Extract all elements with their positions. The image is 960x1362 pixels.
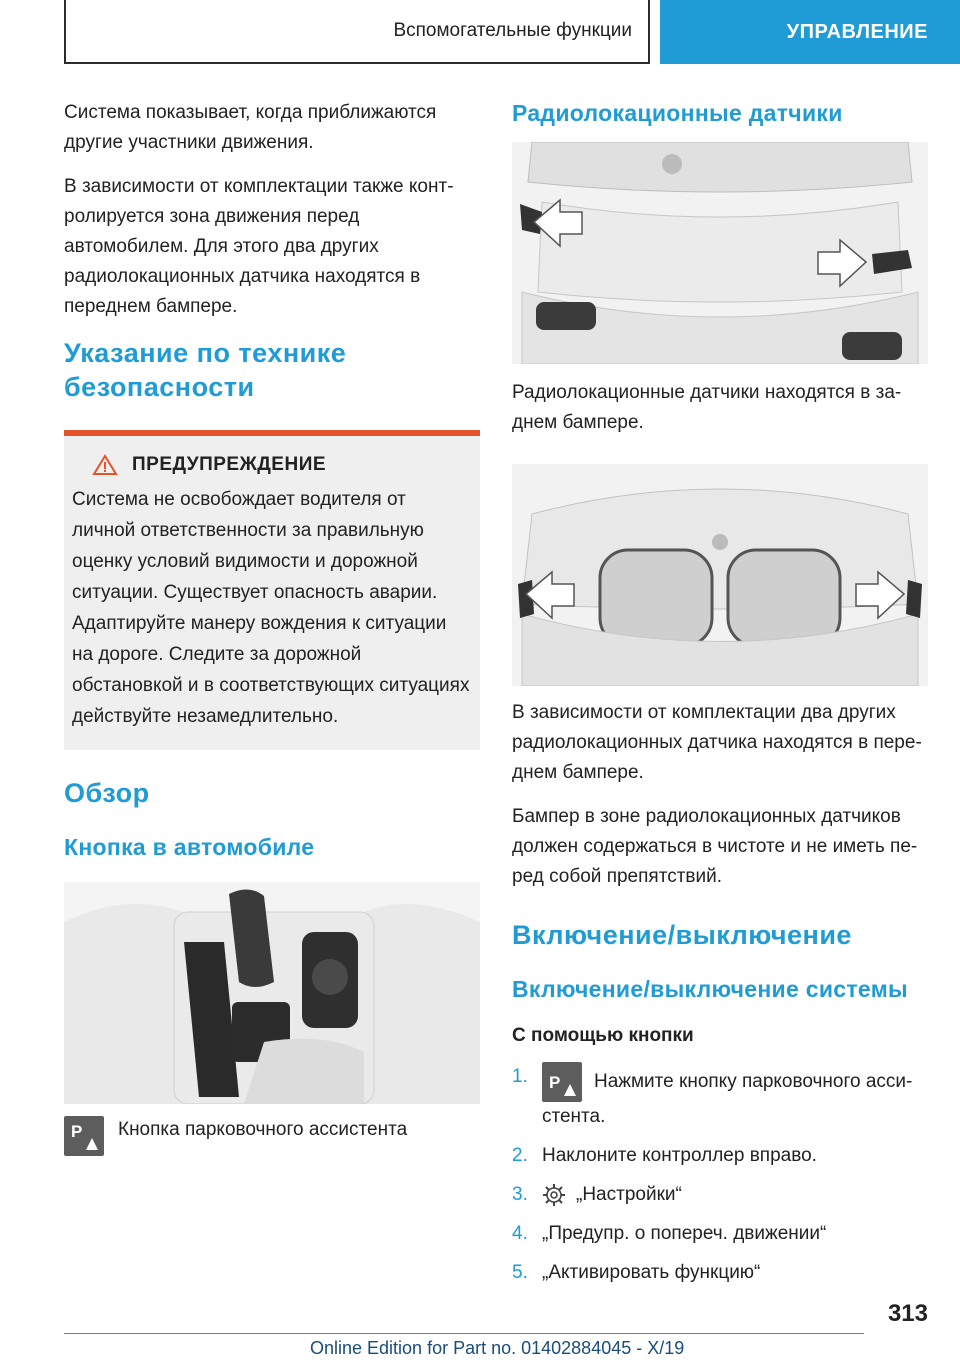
warning-title: ПРЕДУПРЕЖДЕНИЕ (132, 454, 327, 475)
gear-icon (542, 1183, 566, 1207)
front-zone-paragraph: В зависимости от комплектации также контролируется зона движения перед автомобилем. Для этого два других радиолокационных датчика находятся в переднем бампере. (64, 176, 454, 317)
parking-assistant-icon: P (542, 1062, 582, 1102)
list-item: 1. P Нажмите кнопку парковочного ассистента. (512, 1062, 928, 1131)
list-item: 3. „Настройки“ (512, 1184, 682, 1205)
safety-heading: Указание по технике безопасности (64, 338, 347, 402)
list-item: 2. Наклоните контроллер вправо. (512, 1145, 817, 1166)
steps-list (512, 1062, 928, 1287)
overview-heading: Обзор (64, 778, 150, 808)
header-section-title: Вспомогательные функции (64, 0, 650, 64)
bumper-clean-note: Бампер в зоне радиолокационных датчиков должен содержаться в чистоте и не иметь перед собой препятствий. (512, 806, 918, 887)
warning-text: Система не освобождает водителя от личной ответственности за правильную оценку условий видимости и дорожной ситуации. Существует опасность аварии. Адаптируйте манеру вождения к ситуации на дороге. Следите за дорожной обстановкой и в соответствующих ситуациях действуйте незамедлительно. (72, 489, 470, 727)
right-column (512, 98, 928, 1297)
footer-divider (64, 1333, 864, 1334)
front-sensors-caption: В зависимости от комплектации два других радиолокационных датчика находятся в переднем бампере. (512, 702, 922, 783)
front-bumper-image (512, 464, 928, 686)
list-item: 5. „Активировать функцию“ (512, 1262, 761, 1283)
list-item: 4. „Предупр. о попереч. движении“ (512, 1223, 827, 1244)
button-in-car-heading: Кнопка в автомобиле (64, 834, 315, 860)
footer-edition: Online Edition for Part no. 01402884045 - X/19 (310, 1338, 685, 1358)
button-caption: Кнопка парковочного ассистента (118, 1119, 408, 1140)
warning-triangle-icon (92, 454, 118, 476)
page-number: 313 (887, 1300, 928, 1327)
with-button-heading: С помощью кнопки (512, 1025, 694, 1046)
onoff-heading: Включение/выключение (512, 920, 852, 950)
parking-assistant-icon: P (64, 1116, 104, 1156)
rear-bumper-image (512, 142, 928, 364)
rear-sensors-caption: Радиолокационные датчики находятся в заднем бампере. (512, 382, 902, 433)
onoff-system-subheading: Включение/выключение системы (512, 976, 908, 1002)
left-column (64, 98, 480, 1156)
header-chapter-tab[interactable]: УПРАВЛЕНИЕ (660, 0, 960, 64)
intro-paragraph: Система показывает, когда приближаются другие участники движения. (64, 102, 437, 153)
radar-sensors-heading: Радиолокационные датчики (512, 100, 843, 126)
warning-box (64, 430, 480, 750)
center-console-image (64, 882, 480, 1104)
